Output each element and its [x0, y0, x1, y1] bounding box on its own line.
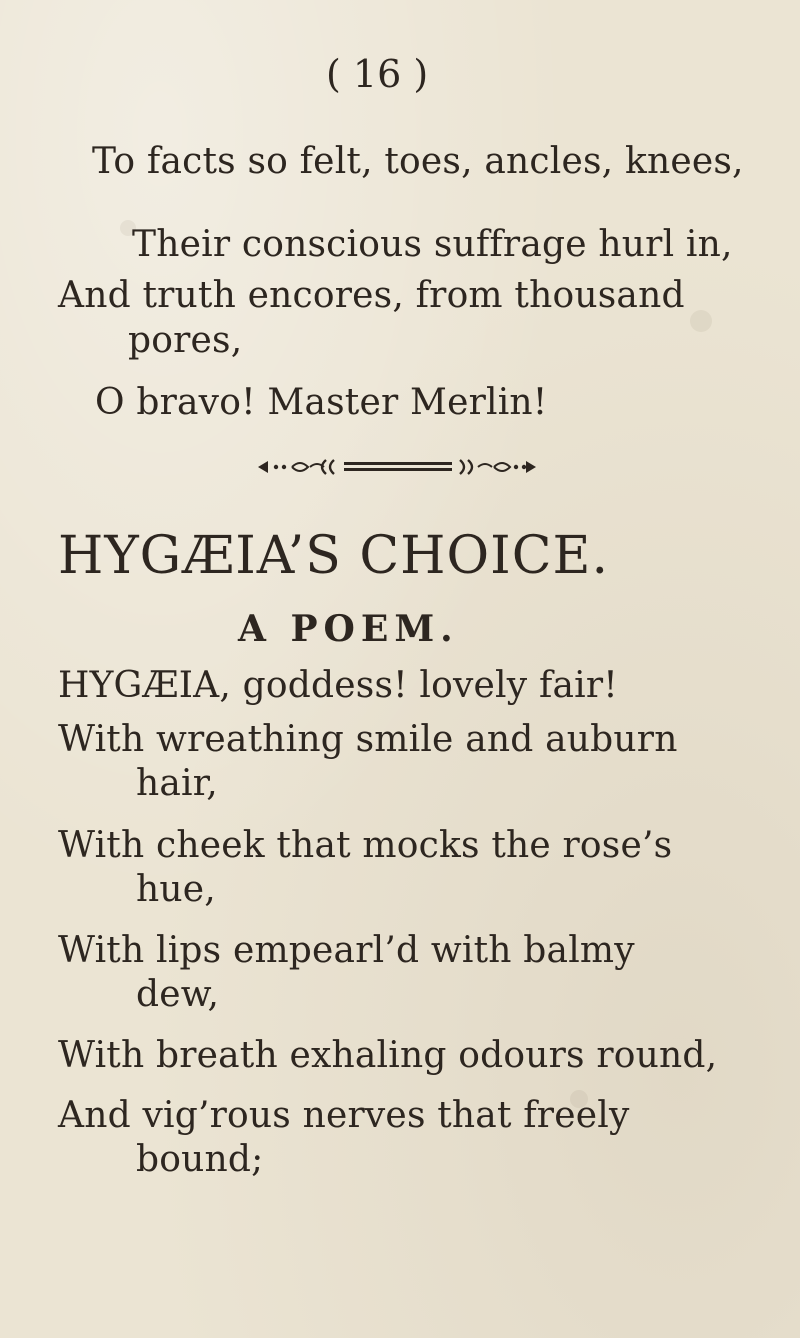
poem-subtitle: A POEM. [238, 608, 459, 650]
verse-line: bound; [136, 1139, 264, 1180]
verse-line: Their conscious suffrage hurl in, [132, 224, 733, 265]
section-ornament [252, 452, 542, 482]
verse-line: hue, [136, 869, 216, 910]
verse-line: And truth encores, from thousand [58, 275, 685, 316]
verse-line: HYGÆIA, goddess! lovely fair! [58, 665, 618, 706]
verse-line: With breath exhaling odours round, [58, 1035, 718, 1076]
poem-title: HYGÆIA’S CHOICE. [58, 526, 609, 586]
verse-line: pores, [128, 320, 243, 361]
verse-line: With wreathing smile and auburn [58, 719, 678, 760]
page-number: ( 16 ) [326, 52, 429, 96]
verse-line: To facts so felt, toes, ancles, knees, [92, 141, 744, 182]
verse-line: dew, [136, 974, 220, 1015]
verse-line: And vig’rous nerves that freely [58, 1095, 630, 1136]
verse-line: hair, [136, 763, 218, 804]
verse-line: With lips empearl’d with balmy [58, 930, 635, 971]
verse-line: With cheek that mocks the rose’s [58, 825, 673, 866]
verse-line: O bravo! Master Merlin! [95, 382, 548, 423]
paper-spot [690, 310, 712, 332]
